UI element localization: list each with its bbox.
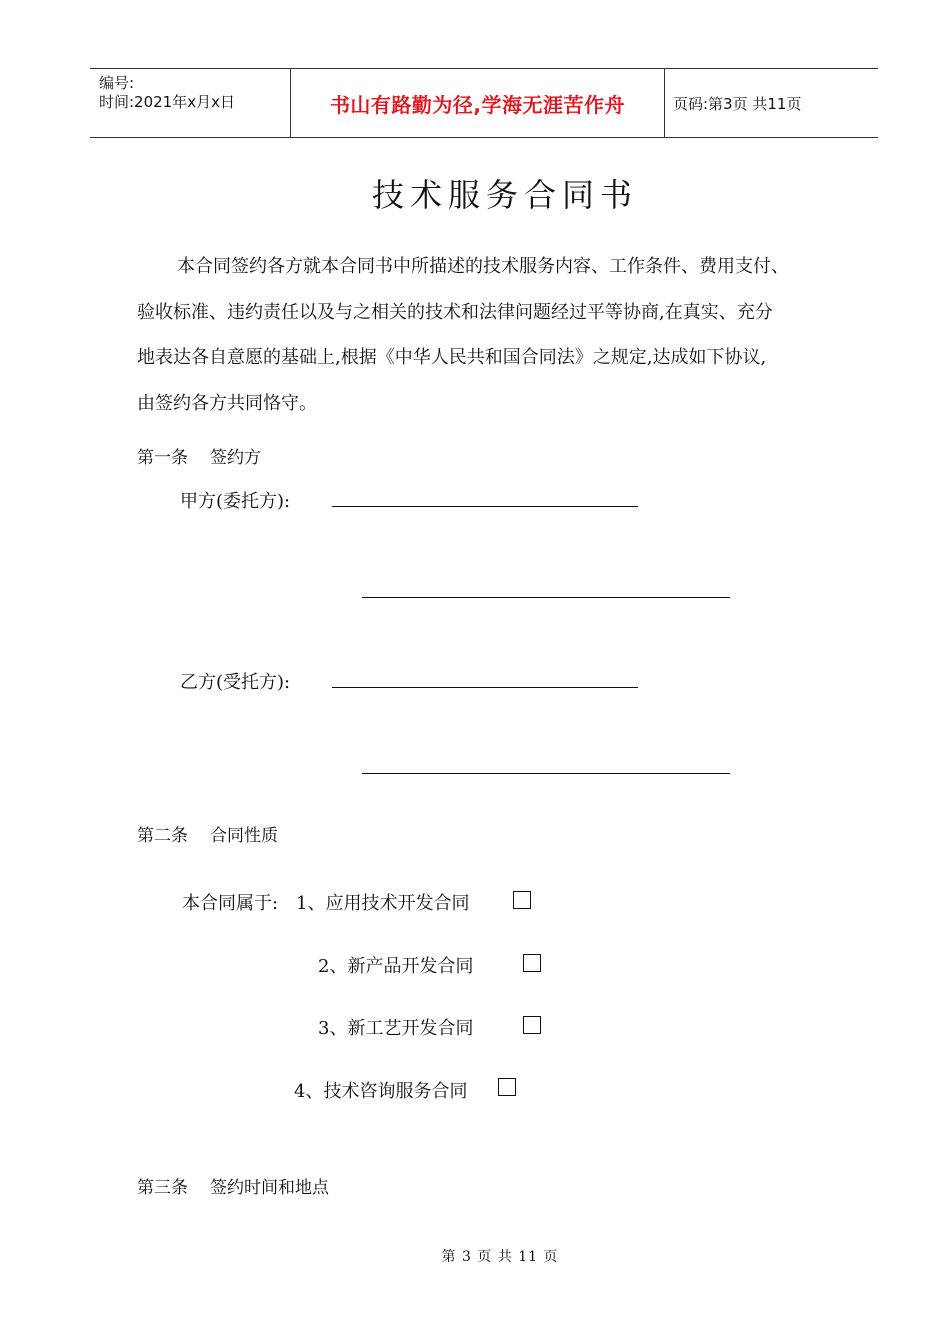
- time-label: 时间:2021年x月x日: [99, 93, 235, 111]
- contract-type-lead: 本合同属于:: [182, 893, 279, 914]
- intro-line: 本合同签约各方就本合同书中所描述的技术服务内容、工作条件、费用支付、: [177, 256, 789, 277]
- party-b-field-line2[interactable]: [362, 773, 730, 774]
- page-info: 页码:第3页 共11页: [673, 94, 802, 113]
- section3-heading: [137, 1173, 329, 1198]
- document-title: 技术服务合同书: [371, 176, 638, 214]
- number-label: 编号:: [99, 74, 135, 92]
- header-page-cell: [664, 69, 878, 137]
- section3-title: 签约时间和地点: [210, 1178, 329, 1198]
- intro-line: 验收标准、违约责任以及与之相关的技术和法律问题经过平等协商,在真实、充分: [137, 301, 773, 323]
- header-motto-cell: [290, 69, 665, 137]
- section1-heading: [137, 443, 261, 468]
- footer-page-number: 第 3 页 共 11 页: [441, 1249, 559, 1265]
- option-label: 1、应用技术开发合同: [296, 893, 470, 914]
- motto-text: 书山有路勤为径,学海无涯苦作舟: [329, 92, 626, 117]
- option-label: 3、新工艺开发合同: [318, 1018, 474, 1039]
- header-meta: [90, 69, 290, 137]
- section1-title: 签约方: [210, 448, 261, 468]
- section2-heading: [137, 821, 278, 846]
- party-a-label: 甲方(委托方):: [180, 491, 291, 512]
- option-label: 4、技术咨询服务合同: [294, 1081, 468, 1102]
- intro-line: 由签约各方共同恪守。: [137, 392, 317, 414]
- intro-paragraph: [137, 244, 840, 426]
- section2-number: 第二条: [137, 826, 188, 846]
- option-checkbox-3[interactable]: [523, 1016, 541, 1034]
- page-footer: [0, 1246, 950, 1266]
- intro-line: 地表达各自意愿的基础上,根据《中华人民共和国合同法》之规定,达成如下协议,: [137, 347, 767, 368]
- option-checkbox-2[interactable]: [523, 954, 541, 972]
- option-label: 2、新产品开发合同: [318, 956, 474, 977]
- party-a-field[interactable]: [332, 506, 638, 507]
- option-checkbox-1[interactable]: [513, 891, 531, 909]
- section1-number: 第一条: [137, 448, 188, 468]
- party-b-field[interactable]: [332, 687, 638, 688]
- party-b-label: 乙方(受托方):: [180, 672, 291, 693]
- party-a-field-line2[interactable]: [362, 597, 730, 598]
- option-checkbox-4[interactable]: [498, 1078, 516, 1096]
- section2-title: 合同性质: [210, 826, 278, 846]
- header-table: [90, 68, 878, 138]
- section3-number: 第三条: [137, 1178, 188, 1198]
